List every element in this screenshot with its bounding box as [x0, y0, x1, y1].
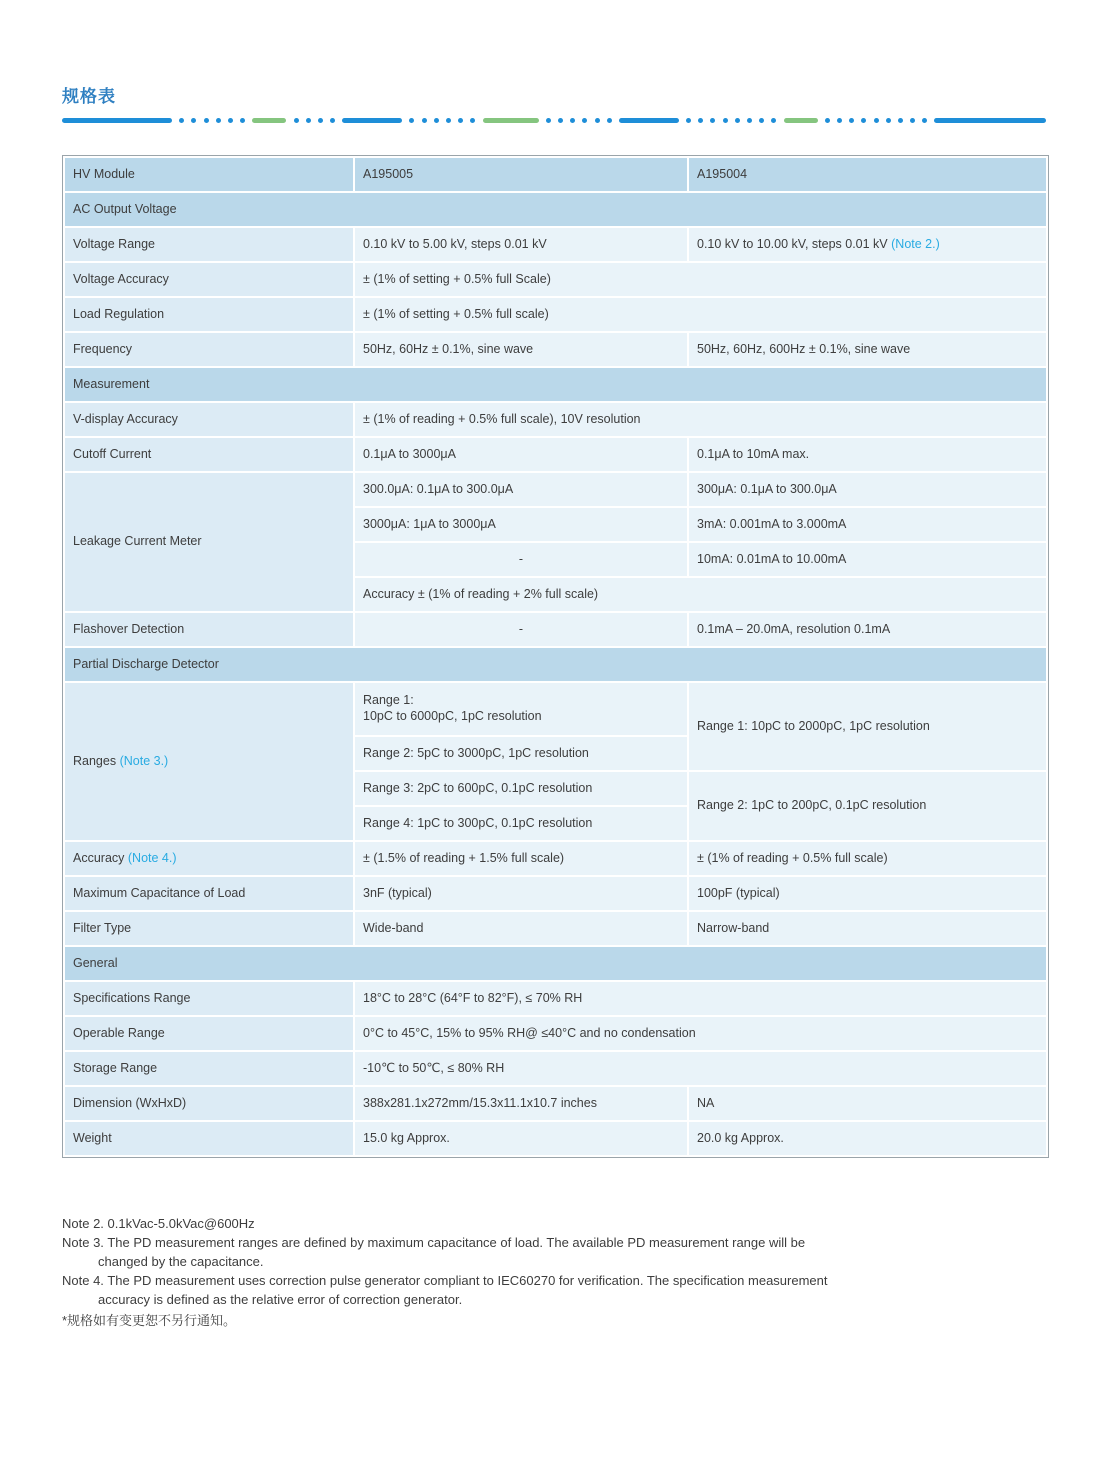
leakage-range2-a195004: 3mA: 0.001mA to 3.000mA: [689, 508, 1046, 541]
table-row-pd-accuracy: [65, 842, 1046, 875]
table-row-storage-range: [65, 1052, 1046, 1085]
leakage-range2-a195005: 3000μA: 1μA to 3000μA: [355, 508, 687, 541]
divider-dot: [330, 118, 335, 123]
row-label-operable-range: Operable Range: [65, 1017, 353, 1050]
divider-dot: [216, 118, 221, 123]
footnote-3-label: Note 3.: [62, 1235, 104, 1250]
row-label-max-capacitance: Maximum Capacitance of Load: [65, 877, 353, 910]
note2-reference: (Note 2.): [891, 236, 940, 251]
divider-dot: [470, 118, 475, 123]
divider-dot: [723, 118, 728, 123]
ranges-a195005-range3: Range 3: 2pC to 600pC, 0.1pC resolution: [355, 772, 687, 805]
table-row-load-regulation: [65, 298, 1046, 331]
table-row-v-display-accuracy: [65, 403, 1046, 436]
divider-dot: [910, 118, 915, 123]
leakage-range1-a195004: 300μA: 0.1μA to 300.0μA: [689, 473, 1046, 506]
row-label-cutoff-current: Cutoff Current: [65, 438, 353, 471]
leakage-accuracy-value: Accuracy ± (1% of reading + 2% full scale): [355, 578, 1046, 611]
divider-dot: [409, 118, 414, 123]
pd-accuracy-a195005: ± (1.5% of reading + 1.5% full scale): [355, 842, 687, 875]
filter-type-a195005: Wide-band: [355, 912, 687, 945]
load-regulation-value: ± (1% of setting + 0.5% full scale): [355, 298, 1046, 331]
frequency-a195005: 50Hz, 60Hz ± 0.1%, sine wave: [355, 333, 687, 366]
row-label-filter-type: Filter Type: [65, 912, 353, 945]
specifications-range-value: 18°C to 28°C (64°F to 82°F), ≤ 70% RH: [355, 982, 1046, 1015]
footnote-3: [62, 1233, 842, 1271]
row-label-hv-module: HV Module: [65, 158, 353, 191]
section-row-measurement: [65, 368, 1046, 401]
row-label-ranges: [65, 683, 353, 840]
storage-range-value: -10℃ to 50℃, ≤ 80% RH: [355, 1052, 1046, 1085]
leakage-range3-a195004: 10mA: 0.01mA to 10.00mA: [689, 543, 1046, 576]
footnote-4-text: The PD measurement uses correction pulse generator compliant to IEC60270 for verification. The specification measurement accuracy is defined as the relative error of correction generator.: [98, 1273, 828, 1307]
note4-reference: (Note 4.): [127, 850, 177, 865]
section-header-general: General: [65, 947, 1046, 980]
divider-dot: [698, 118, 703, 123]
section-header-measurement: Measurement: [65, 368, 1046, 401]
row-label-pd-accuracy: [65, 842, 353, 875]
ranges-label: Ranges: [73, 753, 117, 768]
cutoff-current-a195004: 0.1μA to 10mA max.: [689, 438, 1046, 471]
pd-accuracy-label: Accuracy: [73, 850, 125, 865]
divider-dot: [294, 118, 299, 123]
table-row-frequency: [65, 333, 1046, 366]
page-title: 规格表: [62, 87, 116, 106]
section-header-partial-discharge: Partial Discharge Detector: [65, 648, 1046, 681]
model-a195005: A195005: [355, 158, 687, 191]
divider-dot: [306, 118, 311, 123]
operable-range-value: 0°C to 45°C, 15% to 95% RH@ ≤40°C and no condensation: [355, 1017, 1046, 1050]
footnote-3-text: The PD measurement ranges are defined by maximum capacitance of load. The available PD measurement range will be changed by the capacitance.: [98, 1235, 806, 1269]
divider-dot: [546, 118, 551, 123]
footnote-2-label: Note 2.: [62, 1216, 104, 1231]
row-label-specifications-range: Specifications Range: [65, 982, 353, 1015]
divider-dot: [898, 118, 903, 123]
divider-dot: [861, 118, 866, 123]
row-label-flashover-detection: Flashover Detection: [65, 613, 353, 646]
divider-dot: [240, 118, 245, 123]
divider-dot: [607, 118, 612, 123]
table-row-flashover: [65, 613, 1046, 646]
weight-a195005: 15.0 kg Approx.: [355, 1122, 687, 1155]
max-capacitance-a195004: 100pF (typical): [689, 877, 1046, 910]
divider-dot: [434, 118, 439, 123]
weight-a195004: 20.0 kg Approx.: [689, 1122, 1046, 1155]
table-row-voltage-range: [65, 228, 1046, 261]
table-row-weight: [65, 1122, 1046, 1155]
table-row-operable-range: [65, 1017, 1046, 1050]
divider-dot: [710, 118, 715, 123]
ranges-a195005-range4: Range 4: 1pC to 300pC, 0.1pC resolution: [355, 807, 687, 840]
divider-dot: [582, 118, 587, 123]
range1-value: 10pC to 6000pC, 1pC resolution: [363, 709, 542, 723]
spec-table: [62, 155, 1049, 1158]
divider-dot: [771, 118, 776, 123]
divider-dot: [849, 118, 854, 123]
divider-dot: [318, 118, 323, 123]
divider-dash: [483, 118, 539, 123]
max-capacitance-a195005: 3nF (typical): [355, 877, 687, 910]
table-row-specifications-range: [65, 982, 1046, 1015]
table-row-leakage-1: [65, 473, 1046, 506]
divider-dot: [204, 118, 209, 123]
frequency-a195004: 50Hz, 60Hz, 600Hz ± 0.1%, sine wave: [689, 333, 1046, 366]
divider-dash: [619, 118, 679, 123]
row-label-load-regulation: Load Regulation: [65, 298, 353, 331]
row-label-leakage-current-meter: Leakage Current Meter: [65, 473, 353, 611]
divider-dot: [837, 118, 842, 123]
decorative-divider: [62, 117, 1047, 123]
divider-dot: [446, 118, 451, 123]
divider-dot: [422, 118, 427, 123]
row-label-weight: Weight: [65, 1122, 353, 1155]
divider-dot: [747, 118, 752, 123]
table-row-filter-type: [65, 912, 1046, 945]
divider-dash: [62, 118, 172, 123]
dimension-a195004: NA: [689, 1087, 1046, 1120]
divider-dot: [570, 118, 575, 123]
table-row-dimension: [65, 1087, 1046, 1120]
divider-dash: [784, 118, 818, 123]
divider-dot: [759, 118, 764, 123]
divider-dot: [874, 118, 879, 123]
divider-dot: [825, 118, 830, 123]
leakage-range3-a195005: -: [355, 543, 687, 576]
divider-dot: [558, 118, 563, 123]
leakage-range1-a195005: 300.0μA: 0.1μA to 300.0μA: [355, 473, 687, 506]
footnote-2-text: 0.1kVac-5.0kVac@600Hz: [107, 1216, 255, 1231]
table-row-hv-module: [65, 158, 1046, 191]
ranges-a195005-range2: Range 2: 5pC to 3000pC, 1pC resolution: [355, 737, 687, 770]
model-a195004: A195004: [689, 158, 1046, 191]
divider-dash: [252, 118, 286, 123]
footnote-2: [62, 1214, 842, 1233]
divider-dot: [686, 118, 691, 123]
row-label-frequency: Frequency: [65, 333, 353, 366]
voltage-range-a195004: [689, 228, 1046, 261]
footnotes: [62, 1214, 842, 1330]
footnote-4-label: Note 4.: [62, 1273, 104, 1288]
divider-dot: [458, 118, 463, 123]
row-label-storage-range: Storage Range: [65, 1052, 353, 1085]
section-header-ac-output: AC Output Voltage: [65, 193, 1046, 226]
ranges-a195005-range1: [355, 683, 687, 735]
flashover-a195004: 0.1mA – 20.0mA, resolution 0.1mA: [689, 613, 1046, 646]
voltage-accuracy-value: ± (1% of setting + 0.5% full Scale): [355, 263, 1046, 296]
voltage-range-a195005: 0.10 kV to 5.00 kV, steps 0.01 kV: [355, 228, 687, 261]
filter-type-a195004: Narrow-band: [689, 912, 1046, 945]
divider-dot: [228, 118, 233, 123]
table-row-max-capacitance: [65, 877, 1046, 910]
row-label-v-display-accuracy: V-display Accuracy: [65, 403, 353, 436]
table-row-cutoff-current: [65, 438, 1046, 471]
dimension-a195005: 388x281.1x272mm/15.3x11.1x10.7 inches: [355, 1087, 687, 1120]
divider-dot: [735, 118, 740, 123]
divider-dot: [922, 118, 927, 123]
row-label-voltage-accuracy: Voltage Accuracy: [65, 263, 353, 296]
cutoff-current-a195005: 0.1μA to 3000μA: [355, 438, 687, 471]
footnote-4: [62, 1271, 842, 1309]
divider-dot: [886, 118, 891, 123]
section-row-pd: [65, 648, 1046, 681]
table-row-voltage-accuracy: [65, 263, 1046, 296]
divider-dot: [595, 118, 600, 123]
table-row-ranges-1: [65, 683, 1046, 735]
spec-change-disclaimer: *规格如有变更恕不另行通知。: [62, 1313, 237, 1328]
ranges-a195004-range2: Range 2: 1pC to 200pC, 0.1pC resolution: [689, 772, 1046, 840]
section-row-ac-output: [65, 193, 1046, 226]
section-row-general: [65, 947, 1046, 980]
ranges-a195004-range1: Range 1: 10pC to 2000pC, 1pC resolution: [689, 683, 1046, 770]
voltage-range-value: 0.10 kV to 10.00 kV, steps 0.01 kV: [697, 236, 888, 251]
divider-dot: [191, 118, 196, 123]
flashover-a195005: -: [355, 613, 687, 646]
divider-dash: [342, 118, 402, 123]
range1-title: Range 1:: [363, 693, 414, 708]
divider-dash: [934, 118, 1046, 123]
divider-dot: [179, 118, 184, 123]
pd-accuracy-a195004: ± (1% of reading + 0.5% full scale): [689, 842, 1046, 875]
row-label-voltage-range: Voltage Range: [65, 228, 353, 261]
row-label-dimension: Dimension (WxHxD): [65, 1087, 353, 1120]
v-display-accuracy-value: ± (1% of reading + 0.5% full scale), 10V resolution: [355, 403, 1046, 436]
note3-reference: (Note 3.): [119, 753, 169, 768]
